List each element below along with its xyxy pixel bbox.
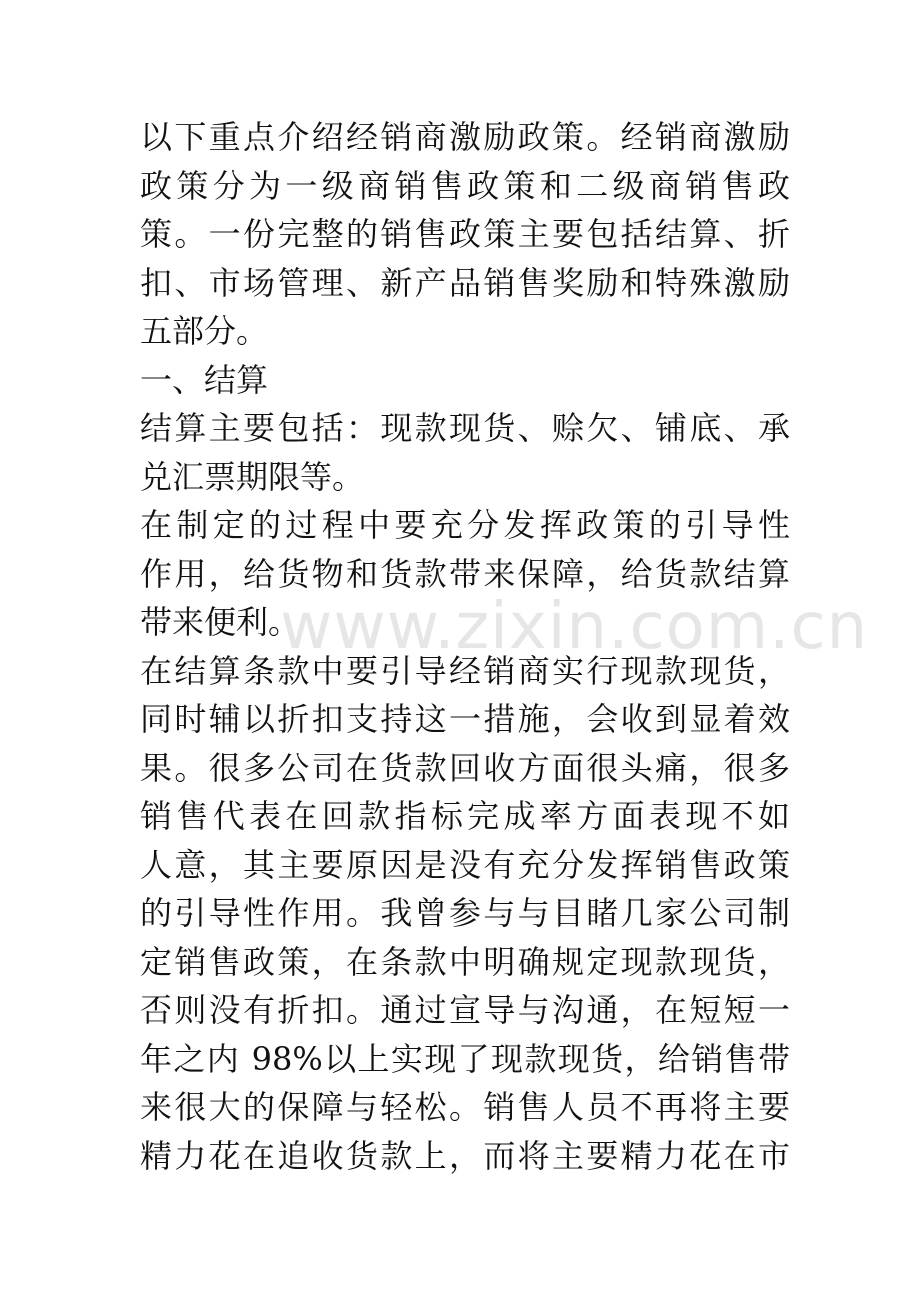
text-line: 来很大的保障与轻松。销售人员不再将主要 [140,1088,790,1126]
document-body [140,113,869,1180]
text-line: 结算主要包括：现款现货、赊欠、铺底、承 [140,409,790,447]
text-line: 否则没有折扣。通过宣导与沟通，在短短一 [140,991,790,1029]
text-line: 作用，给货物和货款带来保障，给货款结算 [140,554,790,593]
text-line: 以下重点介绍经销商激励政策。经销商激励 [140,118,790,156]
watermark: www.zixin.com.cn [280,590,869,664]
text-line: 兑汇票期限等。 [140,457,365,496]
text-line: 五部分。 [140,312,269,350]
section-heading: 一、结算 [140,360,269,399]
text-line: 的引导性作用。我曾参与与目睹几家公司制 [140,894,790,932]
text-line: 年之内 98%以上实现了现款现货，给销售带 [140,1039,790,1078]
text-line: 精力花在追收货款上，而将主要精力花在市 [140,1136,790,1175]
text-line: 人意，其主要原因是没有充分发挥销售政策 [140,845,790,884]
text-line: 同时辅以折扣支持这一措施，会收到显着效 [140,700,790,738]
text-line: 在制定的过程中要充分发挥政策的引导性 [140,506,790,544]
text-line: 带来便利。 [140,603,301,641]
text-line: 定销售政策，在条款中明确规定现款现货， [140,942,790,981]
text-line: 销售代表在回款指标完成率方面表现不如 [140,797,790,835]
text-line: 政策分为一级商销售政策和二级商销售政 [140,166,790,205]
text-line: 策。一份完整的销售政策主要包括结算、折 [140,215,790,253]
text-line: 果。很多公司在货款回收方面很头痛，很多 [140,748,790,787]
text-line: 在结算条款中要引导经销商实行现款现货， [140,651,790,690]
text-line: 扣、市场管理、新产品销售奖励和特殊激励 [140,263,790,302]
